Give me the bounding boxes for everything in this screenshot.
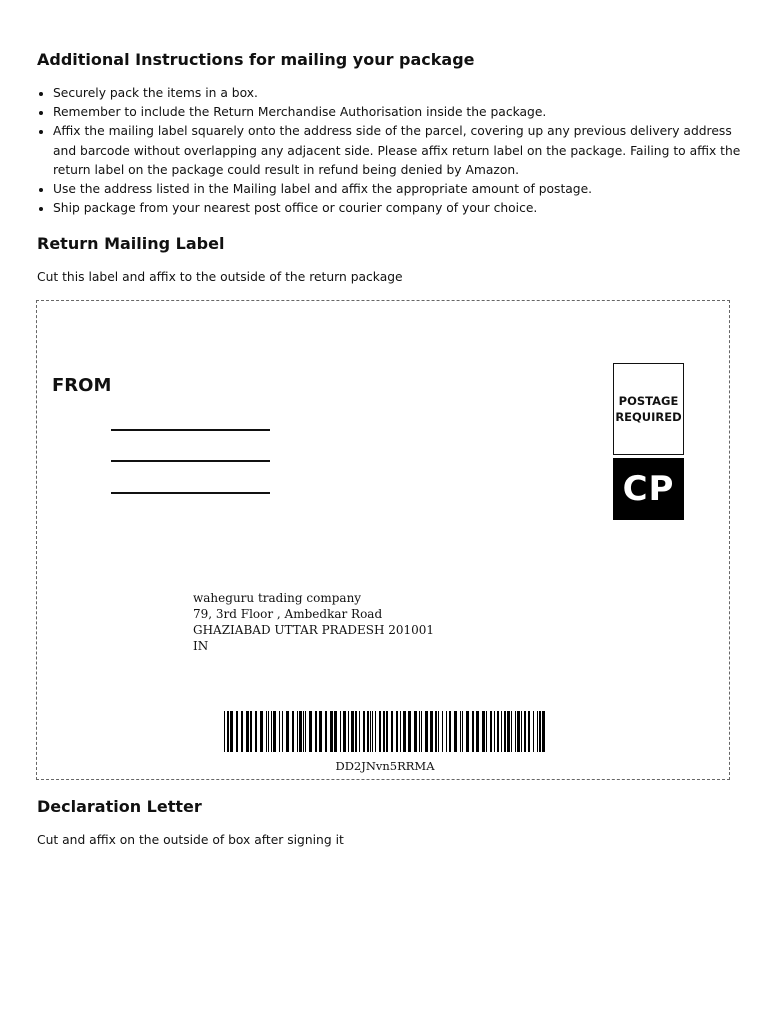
barcode-bar (504, 711, 506, 752)
return-label-note: Cut this label and affix to the outside of the return package (37, 270, 403, 284)
barcode-bar (230, 711, 233, 752)
barcode-text: DD2JNvn5RRMA (335, 759, 435, 773)
from-address-line (111, 460, 270, 462)
barcode-bar (421, 711, 422, 752)
barcode-bar (400, 711, 401, 752)
postage-label: POSTAGE (618, 394, 679, 408)
barcode-bar (442, 711, 443, 752)
barcode-bar (391, 711, 393, 752)
barcode-bar (282, 711, 283, 752)
from-address-line (111, 429, 270, 431)
barcode-bar (334, 711, 337, 752)
barcode-bar (367, 711, 369, 752)
barcode-bar (497, 711, 499, 752)
barcode-bar (430, 711, 433, 752)
barcode-bar (403, 711, 406, 752)
barcode-bar (539, 711, 541, 752)
barcode-bar (246, 711, 249, 752)
return-label-heading: Return Mailing Label (37, 234, 225, 253)
barcode-bar (268, 711, 269, 752)
barcode-bar (537, 711, 538, 752)
barcode-bar (542, 711, 545, 752)
barcode-bar (383, 711, 385, 752)
barcode-bar (319, 711, 322, 752)
instruction-item: • Affix the mailing label squarely onto the address side of the parcel, covering up any previous delivery address and barcode without overlapping any adjacent side. Please affix return label on the package. Failing to affix the return label on the package could result in refund being denied by Amazon. (53, 122, 753, 180)
barcode-bar (305, 711, 306, 752)
barcode-bar (348, 711, 349, 752)
barcode-bar (343, 711, 346, 752)
barcode-bar (460, 711, 461, 752)
barcode-bar (524, 711, 526, 752)
barcode-bar (260, 711, 263, 752)
barcode-bar (521, 711, 522, 752)
barcode-bar (446, 711, 447, 752)
barcode-bar (454, 711, 457, 752)
barcode-bar (359, 711, 360, 752)
declaration-note: Cut and affix on the outside of box after signing it (37, 833, 344, 847)
instruction-item: • Securely pack the items in a box. (53, 84, 753, 103)
barcode-bar (325, 711, 327, 752)
barcode-bar (236, 711, 238, 752)
barcode-bar (419, 711, 420, 752)
from-address-line (111, 492, 270, 494)
barcode-bar (408, 711, 411, 752)
barcode-bar (482, 711, 485, 752)
barcode-bar (425, 711, 428, 752)
barcode-bar (227, 711, 229, 752)
barcode-bar (379, 711, 381, 752)
address-line: waheguru trading company (193, 591, 362, 605)
instructions-heading: Additional Instructions for mailing your package (37, 50, 475, 69)
instruction-item: • Ship package from your nearest post office or courier company of your choice. (53, 199, 753, 218)
barcode-bar (472, 711, 474, 752)
barcode-bar (340, 711, 341, 752)
barcode-bar (533, 711, 534, 752)
barcode-bar (494, 711, 495, 752)
barcode-bar (414, 711, 417, 752)
barcode-bar (241, 711, 243, 752)
barcode-bar (292, 711, 294, 752)
barcode-bar (490, 711, 492, 752)
destination-address (193, 590, 434, 654)
barcode-bar (273, 711, 276, 752)
barcode-bar (303, 711, 304, 752)
barcode-bar (363, 711, 365, 752)
cp-badge: CP (613, 458, 684, 520)
barcode-bar (250, 711, 252, 752)
barcode-bar (351, 711, 354, 752)
barcode-bar (438, 711, 439, 752)
barcode-bar (466, 711, 469, 752)
barcode-bar (476, 711, 479, 752)
from-label: FROM (52, 375, 112, 396)
barcode-bar (515, 711, 516, 752)
required-label: REQUIRED (615, 410, 682, 424)
barcode-bar (355, 711, 357, 752)
instructions-list (36, 84, 753, 218)
declaration-heading: Declaration Letter (37, 797, 202, 816)
barcode-bar (299, 711, 302, 752)
barcode-bar (449, 711, 451, 752)
barcode-bar (286, 711, 289, 752)
barcode-bar (224, 711, 225, 752)
barcode-bar (511, 711, 512, 752)
barcode-bar (370, 711, 371, 752)
barcode-bar (462, 711, 463, 752)
barcode-bar (517, 711, 520, 752)
barcode-bar (309, 711, 312, 752)
barcode (224, 711, 546, 752)
instruction-item: • Use the address listed in the Mailing label and affix the appropriate amount of postage. (53, 180, 753, 199)
instruction-item: • Remember to include the Return Merchandise Authorisation inside the package. (53, 103, 753, 122)
barcode-bar (375, 711, 376, 752)
barcode-bar (372, 711, 373, 752)
address-line: 79, 3rd Floor , Ambedkar Road (193, 607, 383, 621)
barcode-bar (396, 711, 398, 752)
barcode-bar (297, 711, 298, 752)
barcode-bar (266, 711, 267, 752)
barcode-bar (486, 711, 487, 752)
barcode-bar (507, 711, 510, 752)
barcode-bar (330, 711, 333, 752)
barcode-bar (435, 711, 437, 752)
barcode-bar (279, 711, 280, 752)
address-line: IN (193, 639, 209, 653)
barcode-bar (271, 711, 272, 752)
address-line: GHAZIABAD UTTAR PRADESH 201001 (193, 623, 435, 637)
barcode-bar (255, 711, 257, 752)
barcode-bar (501, 711, 502, 752)
barcode-bar (528, 711, 530, 752)
barcode-bar (386, 711, 388, 752)
postage-required-box (613, 363, 684, 455)
barcode-bar (315, 711, 317, 752)
